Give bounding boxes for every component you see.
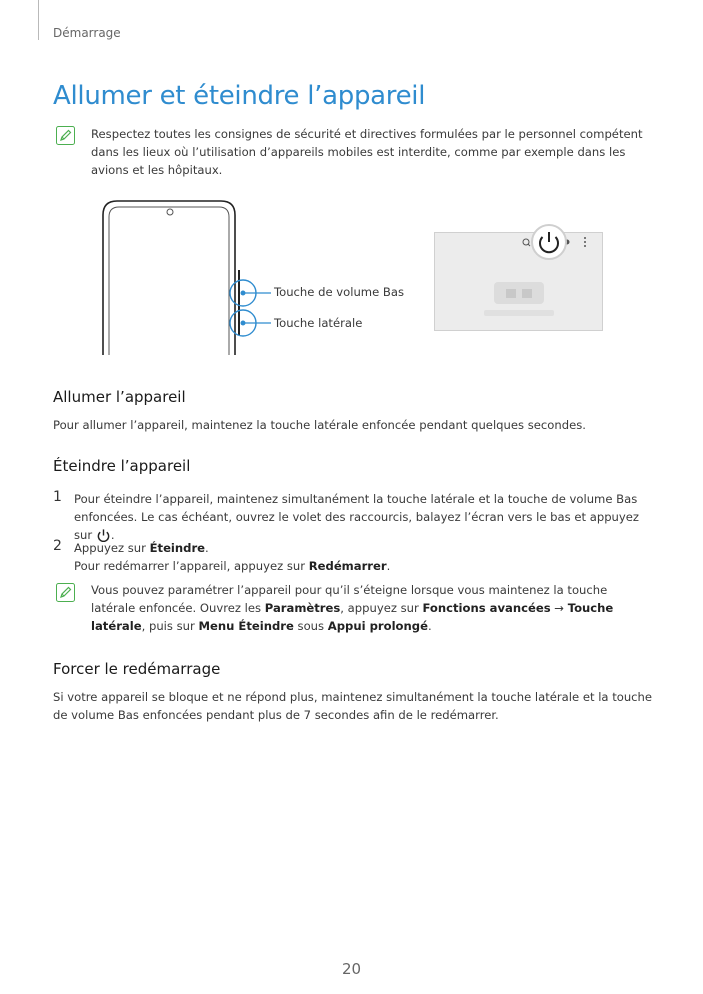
safety-note: Respectez toutes les consignes de sécurité et directives formulées par le personnel compétent dans les lieux où l’utilisation d’appareils mobiles est interdite, comme par exemple dans les avions et les hôpitaux. xyxy=(91,127,643,177)
force-restart-text: Si votre appareil se bloque et ne répond plus, maintenez simultanément la touche latérale et la touche de volume Bas enfoncées pendant plus de 7 secondes afin de le redémarrer. xyxy=(53,690,653,722)
step-2-number: 2 xyxy=(53,538,62,554)
page-number: 20 xyxy=(341,960,362,978)
power-off-option: Éteindre xyxy=(149,541,206,555)
heading-power-off: Éteindre l’appareil xyxy=(53,457,191,475)
power-on-text: Pour allumer l’appareil, maintenez la touche latérale enfoncée pendant quelques secondes. xyxy=(53,418,586,432)
header-rule xyxy=(38,0,39,40)
page-title: Allumer et éteindre l’appareil xyxy=(53,81,426,111)
side-key-settings-note: Vous pouvez paramétrer l’appareil pour qu’il s’éteigne lorsque vous maintenez la touche latérale enfoncée. Ouvrez les Paramètres, appuyez sur Fonctions avancées → Touche latérale, puis sur Menu Éteindre sous Appui prolongé. xyxy=(91,583,614,633)
side-key-label: Touche latérale xyxy=(274,316,363,330)
volume-down-label: Touche de volume Bas xyxy=(274,285,405,299)
heading-power-on: Allumer l’appareil xyxy=(53,388,186,406)
step-1-text: Pour éteindre l’appareil, maintenez simultanément la touche latérale et la touche de volume Bas enfoncées. Le cas échéant, ouvrez le volet des raccourcis, balayez l’écran vers le bas et appuyez sur . xyxy=(74,492,639,542)
section-label: Démarrage xyxy=(53,26,121,40)
step-1-number: 1 xyxy=(53,489,62,505)
restart-option: Redémarrer xyxy=(308,559,387,573)
note-pencil-icon xyxy=(56,583,75,602)
device-figure xyxy=(95,195,405,360)
heading-force-restart: Forcer le redémarrage xyxy=(53,660,221,678)
step-2-text: Appuyez sur Éteindre. Pour redémarrer l’appareil, appuyez sur Redémarrer. xyxy=(74,541,391,573)
quick-panel-figure xyxy=(434,222,604,332)
note-pencil-icon xyxy=(56,126,75,145)
